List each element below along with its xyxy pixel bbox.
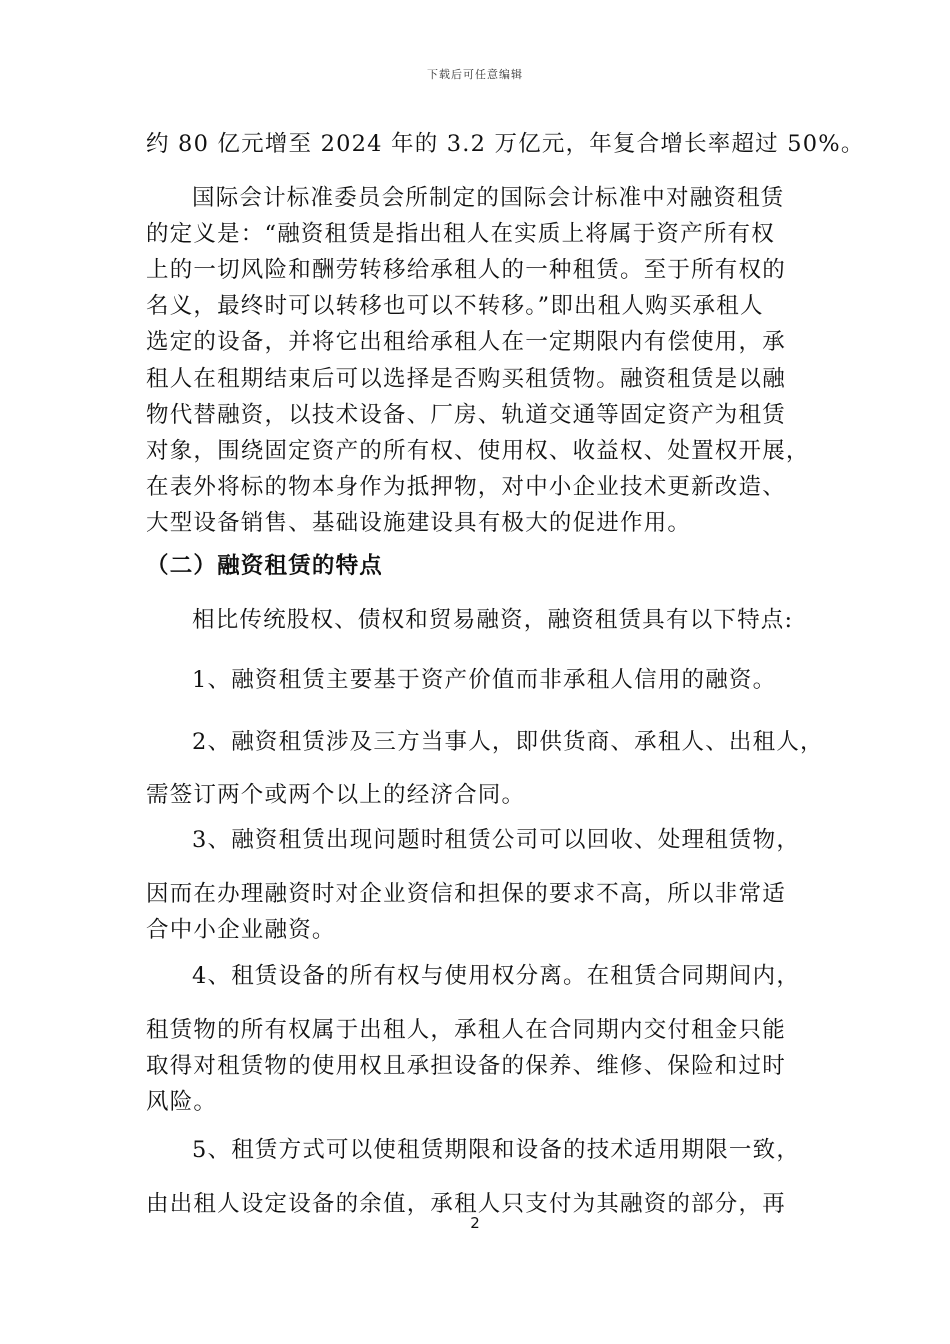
paragraph-line: 租赁物的所有权属于出租人，承租人在合同期内交付租金只能 [146,1017,786,1043]
paragraph-line: 对象，围绕固定资产的所有权、使用权、收益权、处置权开展， [146,438,810,464]
list-item-5: 5、租赁方式可以使租赁期限和设备的技术适用期限一致， [192,1137,801,1163]
section-heading: （二）融资租赁的特点 [146,553,384,579]
paragraph-line: 物代替融资，以技术设备、厂房、轨道交通等固定资产为租赁 [146,402,786,428]
paragraph-line: 上的一切风险和酬劳转移给承租人的一种租赁。至于所有权的 [146,257,786,283]
paragraph-line: 相比传统股权、债权和贸易融资，融资租赁具有以下特点: [192,607,794,633]
paragraph-line: 约 80 亿元增至 2024 年的 3.2 万亿元，年复合增长率超过 50%。 [146,131,865,157]
list-item-1: 1、融资租赁主要基于资产价值而非承租人信用的融资。 [192,667,777,693]
paragraph-line: 风险。 [146,1089,218,1115]
list-item-4: 4、租赁设备的所有权与使用权分离。在租赁合同期间内， [192,963,801,989]
paragraph-line: 由出租人设定设备的余值，承租人只支付为其融资的部分，再 [146,1191,786,1217]
paragraph-line: 国际会计标准委员会所制定的国际会计标准中对融资租赁 [192,185,785,211]
paragraph-line: 租人在租期结束后可以选择是否购买租赁物。融资租赁是以融 [146,366,786,392]
paragraph-line: 选定的设备，并将它出租给承租人在一定期限内有偿使用，承 [146,329,786,355]
list-item-3: 3、融资租赁出现问题时租赁公司可以回收、处理租赁物， [192,827,801,853]
paragraph-line: 大型设备销售、基础设施建设具有极大的促进作用。 [146,510,692,536]
paragraph-line: 取得对租赁物的使用权且承担设备的保养、维修、保险和过时 [146,1053,786,1079]
paragraph-line: 合中小企业融资。 [146,917,336,943]
list-item-2: 2、融资租赁涉及三方当事人，即供货商、承租人、出租人， [192,729,824,755]
paragraph-line: 因而在办理融资时对企业资信和担保的要求不高，所以非常适 [146,881,786,907]
page-number: 2 [470,1214,480,1232]
paragraph-line: 在表外将标的物本身作为抵押物，对中小企业技术更新改造、 [146,474,786,500]
paragraph-line: 名义，最终时可以转移也可以不转移。”即出租人购买承租人 [146,293,764,319]
page-header: 下载后可任意编辑 [427,68,523,81]
paragraph-line: 的定义是：“融资租赁是指出租人在实质上将属于资产所有权 [146,221,775,247]
paragraph-line: 需签订两个或两个以上的经济合同。 [146,782,526,808]
